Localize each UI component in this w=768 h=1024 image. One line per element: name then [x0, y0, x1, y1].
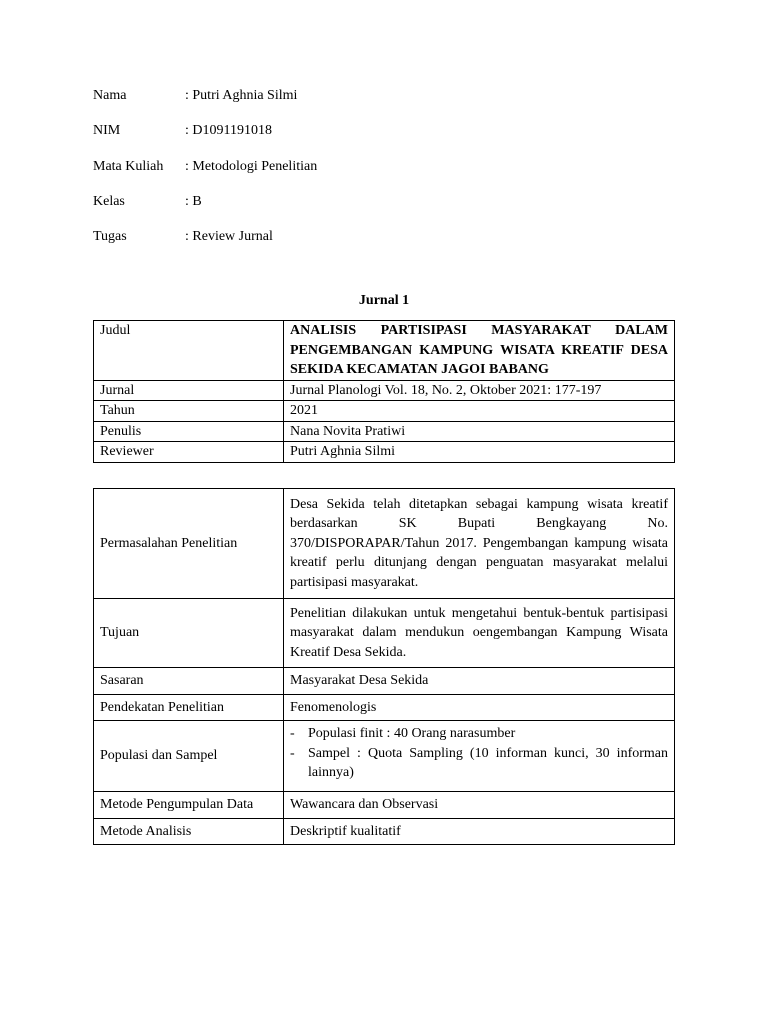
research-objective: Penelitian dilakukan untuk mengetahui bentuk-bentuk partisipasi masyarakat dalam mendukun oengembangan Kampung Wisata Kreatif Desa Sekida. [284, 599, 675, 668]
table-row [94, 792, 675, 819]
row-label: Tahun [94, 401, 284, 422]
info-label: Nama [93, 88, 127, 103]
table-row [94, 380, 675, 401]
row-label: Permasalahan Penelitian [94, 489, 284, 599]
population-sample [284, 721, 675, 792]
info-row-kelas [93, 191, 317, 226]
info-row-tugas [93, 226, 317, 261]
table-row [94, 321, 675, 381]
table-row [94, 721, 675, 792]
journal-reviewer: Putri Aghnia Silmi [284, 442, 675, 463]
list-item: - Populasi finit : 40 Orang narasumber [290, 724, 668, 744]
info-value: : B [185, 193, 202, 209]
journal-source: Jurnal Planologi Vol. 18, No. 2, Oktober 2021: 177-197 [284, 380, 675, 401]
row-label: Sasaran [94, 668, 284, 695]
student-info [93, 85, 317, 261]
info-label: NIM [93, 123, 121, 139]
info-value: : Metodologi Penelitian [185, 158, 318, 174]
table-row [94, 401, 675, 422]
table-row [94, 818, 675, 845]
info-row-nama [93, 85, 317, 120]
review-table [93, 488, 675, 845]
row-label: Populasi dan Sampel [94, 721, 284, 792]
table-row [94, 599, 675, 668]
analysis-method: Deskriptif kualitatif [284, 818, 675, 845]
journal-year: 2021 [284, 401, 675, 422]
info-value: : Review Jurnal [185, 229, 273, 245]
research-problem: Desa Sekida telah ditetapkan sebagai kampung wisata kreatif berdasarkan SK Bupati Bengkayang No. 370/DISPORAPAR/Tahun 2017. Pengembangan kampung wisata kreatif perlu ditunjang dengan penguatan masyarakat melalui partisipasi masyarakat. [284, 489, 675, 599]
row-label: Metode Pengumpulan Data [94, 792, 284, 819]
table-row [94, 421, 675, 442]
row-label: Metode Analisis [94, 818, 284, 845]
info-label: Kelas [93, 193, 125, 209]
data-collection-method: Wawancara dan Observasi [284, 792, 675, 819]
section-title: Jurnal 1 [358, 293, 410, 308]
info-label: Mata Kuliah [93, 158, 164, 174]
research-target: Masyarakat Desa Sekida [284, 668, 675, 695]
journal-info-table [93, 320, 675, 463]
row-label: Judul [94, 321, 284, 381]
list-item: - Sampel : Quota Sampling (10 informan kunci, 30 informan lainnya) [290, 744, 668, 783]
table-row [94, 442, 675, 463]
journal-author: Nana Novita Pratiwi [284, 421, 675, 442]
info-label: Tugas [93, 229, 127, 245]
table-row [94, 668, 675, 695]
research-approach: Fenomenologis [284, 694, 675, 721]
row-label: Pendekatan Penelitian [94, 694, 284, 721]
table-row [94, 694, 675, 721]
info-row-mata-kuliah [93, 156, 317, 191]
table-row [94, 489, 675, 599]
row-label: Reviewer [94, 442, 284, 463]
population-list [290, 724, 668, 783]
row-label: Jurnal [94, 380, 284, 401]
info-value: : D1091191018 [185, 123, 272, 139]
row-label: Tujuan [94, 599, 284, 668]
row-label: Penulis [94, 421, 284, 442]
journal-title: ANALISIS PARTISIPASI MASYARAKAT DALAM PENGEMBANGAN KAMPUNG WISATA KREATIF DESA SEKIDA KECAMATAN JAGOI BABANG [284, 321, 675, 381]
info-value: : Putri Aghnia Silmi [185, 88, 298, 103]
info-row-nim [93, 120, 317, 155]
